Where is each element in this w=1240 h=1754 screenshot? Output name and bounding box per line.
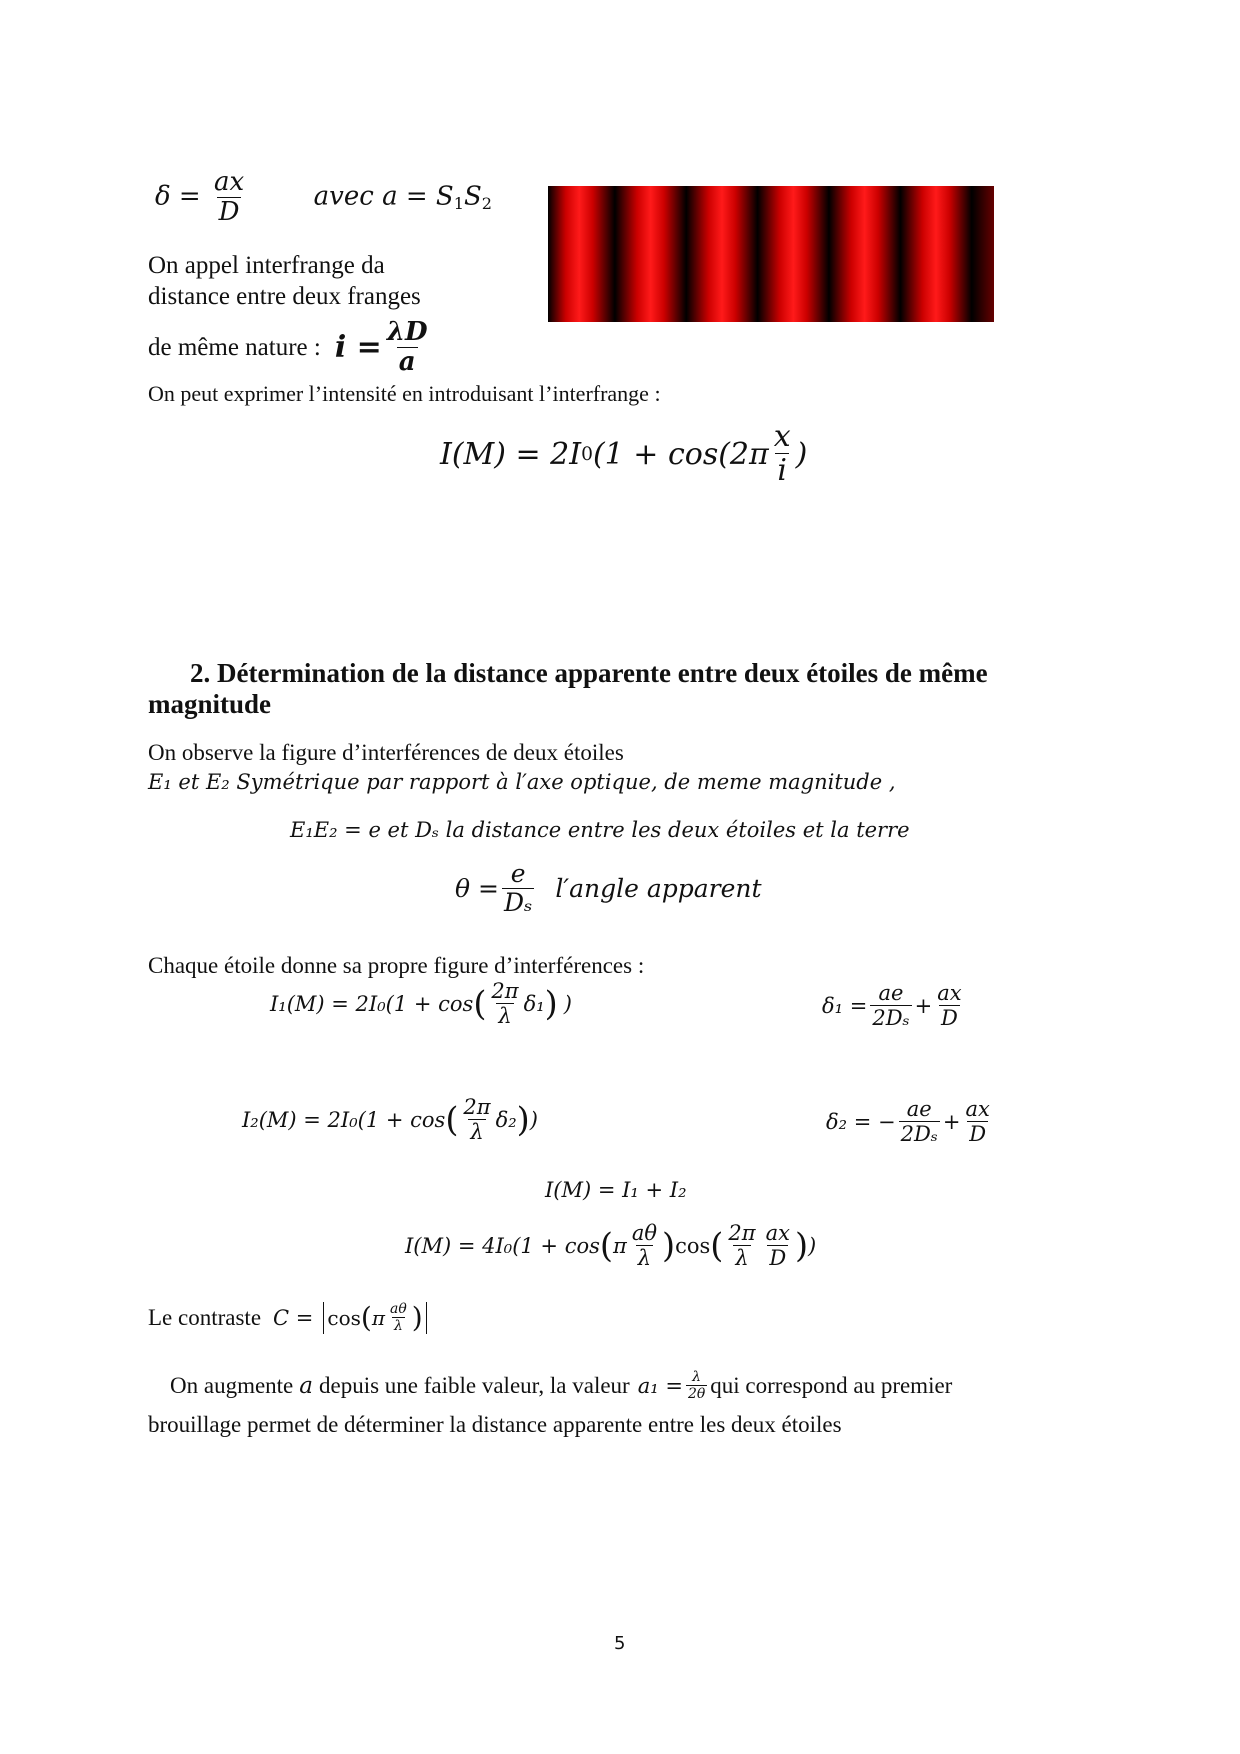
delta2-equation — [826, 1098, 995, 1146]
interfrange-line2: distance entre deux franges — [148, 283, 421, 310]
s2-letter: S — [463, 181, 482, 212]
interfrange-num: λD — [386, 317, 428, 347]
contrast-pi: π — [371, 1306, 385, 1331]
contrast-line — [148, 1302, 427, 1334]
intensity-fraction — [772, 420, 793, 489]
delta1-n2: ax — [937, 981, 962, 1005]
theta-equation — [455, 860, 762, 917]
contrast-lhs: C = — [273, 1306, 314, 1331]
final-frac — [686, 1370, 707, 1402]
contrast-den: λ — [393, 1318, 403, 1335]
delta2-d2: D — [969, 1122, 987, 1147]
section2-heading-line2: magnitude — [148, 689, 272, 719]
section2-heading-line1: 2. Détermination de la distance apparente entre deux étoiles de même — [190, 658, 988, 688]
i2-num: 2π — [463, 1095, 491, 1119]
theta-num: e — [510, 859, 526, 888]
s2-sub: 2 — [481, 194, 493, 214]
delta1-d2: D — [941, 1006, 958, 1031]
final-c: qui correspond au premier — [710, 1373, 953, 1399]
i2-delta: δ₂ — [495, 1108, 517, 1133]
delta2-lhs: δ₂ = − — [826, 1110, 896, 1135]
final-var: a — [299, 1373, 313, 1400]
delta2-n2: ax — [965, 1097, 990, 1121]
i1-den: λ — [498, 1004, 512, 1029]
i2-end: ) — [529, 1108, 538, 1133]
total-d1: λ — [637, 1246, 652, 1271]
theta-fraction — [502, 860, 534, 917]
i1-end: ) — [563, 992, 572, 1017]
total-n1: aθ — [631, 1221, 657, 1245]
theta-rhs: l′angle apparent — [555, 874, 762, 904]
delta-lhs: δ = — [155, 181, 201, 212]
total-lhs: I(M) = 4I₀(1 + cos — [405, 1234, 600, 1259]
total-frac2 — [726, 1222, 757, 1270]
intensity-intro: On peut exprimer l’intensité en introduisant l’interfrange : — [148, 381, 661, 406]
intro-line1: On observe la figure d’interférences de deux étoiles — [148, 740, 624, 765]
i2-equation: I₂(M) = 2I₀(1 + cos ( $\frac{2\pi}{\lambda}$ δ₂ ) ) — [242, 1095, 538, 1145]
delta2-frac1 — [899, 1098, 940, 1146]
chaque-text: Chaque étoile donne sa propre figure d’interférences : — [148, 953, 645, 978]
total-frac1 — [630, 1222, 659, 1270]
final-num: λ — [692, 1369, 702, 1385]
intro-line2: E₁ et E₂ Symétrique par rapport à l′axe optique, de meme magnitude , — [148, 770, 896, 794]
delta1-d1: 2Dₛ — [872, 1006, 910, 1031]
total-pi: π — [613, 1234, 627, 1259]
avec-text: avec a = S — [313, 181, 454, 212]
theta-den: Dₛ — [503, 887, 533, 917]
contrast-num: aθ — [389, 1301, 407, 1317]
delta1-plus: + — [914, 994, 933, 1019]
page-number: 5 — [614, 1633, 626, 1654]
contrast-frac — [388, 1302, 409, 1334]
intensity-lhs: I(M) = 2I — [440, 436, 582, 472]
contrast-cos: cos — [327, 1306, 361, 1331]
i2-fraction — [461, 1096, 492, 1144]
i1-fraction — [489, 980, 520, 1028]
contrast-label: Le contraste — [148, 1305, 262, 1331]
delta-equation — [155, 168, 492, 227]
total-equation: I(M) = 4I₀(1 + cos ( π $\frac{a\theta}{\lambda}$ ) cos ( $\frac{2\pi}{\lambda}$ $\frac{ax}{D}$ ) ) — [405, 1221, 817, 1271]
delta-fraction — [212, 168, 246, 227]
interfrange-fraction — [385, 318, 430, 377]
i1-lhs: I₁(M) = 2I₀(1 + cos — [270, 992, 474, 1017]
delta1-frac1 — [870, 982, 911, 1030]
sum-equation: I(M) = I₁ + I₂ — [545, 1178, 687, 1202]
delta-num: ax — [213, 167, 245, 197]
final-a: On augmente — [170, 1373, 294, 1399]
total-cos: cos — [675, 1234, 711, 1259]
contrast-abs: cos ( π $\frac{a\theta}{\lambda}$ ) — [323, 1302, 426, 1334]
total-end: ) — [808, 1234, 817, 1259]
interfrange-line1: On appel interfrange da — [148, 252, 385, 279]
final-eq: a₁ = — [637, 1374, 683, 1399]
i2-lhs: I₂(M) = 2I₀(1 + cos — [242, 1108, 446, 1133]
delta2-frac2 — [964, 1098, 992, 1146]
total-n3: ax — [765, 1221, 790, 1245]
final-line1 — [170, 1370, 952, 1402]
intensity-mid: (1 + cos(2π — [592, 436, 769, 472]
delta2-d1: 2Dₛ — [900, 1122, 938, 1147]
total-d2: λ — [735, 1246, 749, 1271]
total-d3: D — [769, 1246, 787, 1271]
interfrange-label: de même nature : — [148, 333, 321, 361]
i1-equation: I₁(M) = 2I₀(1 + cos ( $\frac{2\pi}{\lambda}$ δ₁ ) ) — [270, 979, 572, 1029]
total-n2: 2π — [728, 1221, 756, 1245]
delta-den: D — [218, 196, 240, 227]
s1-sub: 1 — [453, 194, 464, 214]
i2-den: λ — [470, 1120, 484, 1145]
i1-delta: δ₁ — [523, 992, 545, 1017]
theta-lhs: θ = — [455, 874, 499, 904]
i1-num: 2π — [491, 979, 519, 1003]
interfrange-line3 — [148, 318, 433, 377]
total-frac3 — [764, 1222, 792, 1270]
e-equation: E₁E₂ = e et Dₛ la distance entre les deux étoiles et la terre — [290, 818, 910, 842]
intensity-num: x — [773, 419, 791, 454]
delta1-equation — [822, 982, 967, 1030]
intensity-sub: 0 — [581, 443, 593, 465]
interference-fringes-image — [548, 186, 994, 322]
intensity-den: i — [777, 453, 788, 488]
final-line2: brouillage permet de déterminer la distance apparente entre les deux étoiles — [148, 1412, 842, 1437]
interfrange-den: a — [398, 346, 416, 377]
delta1-lhs: δ₁ = — [822, 994, 868, 1019]
intensity-equation — [440, 420, 807, 489]
delta2-plus: + — [942, 1110, 961, 1135]
delta2-n1: ae — [906, 1097, 932, 1121]
delta1-n1: ae — [878, 981, 904, 1005]
i-symbol: i = — [334, 330, 382, 366]
intensity-end: ) — [795, 436, 808, 472]
final-b: depuis une faible valeur, la valeur — [318, 1373, 630, 1399]
delta1-frac2 — [935, 982, 963, 1030]
final-den: 2θ — [687, 1386, 706, 1403]
